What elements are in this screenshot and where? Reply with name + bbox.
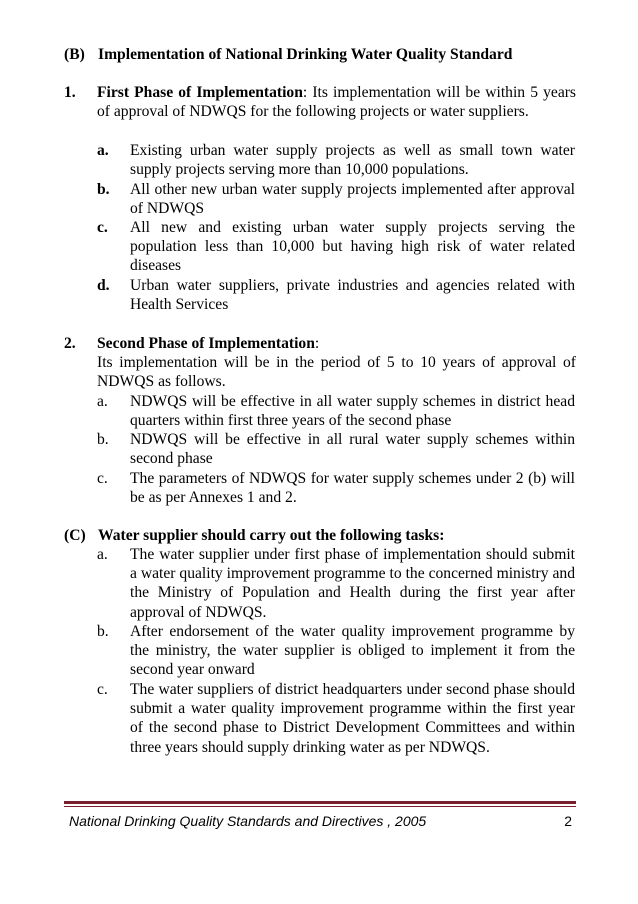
item-number: 1. [64, 84, 76, 101]
subitem-marker: b. [97, 431, 109, 448]
subitem-text: The parameters of NDWQS for water supply schemes under 2 (b) will be as per Annexes 1 and 2. [130, 470, 575, 507]
section-b-label: (B) [64, 46, 85, 63]
subitem-marker: a. [97, 546, 108, 563]
subitem-text: The water supplier under first phase of implementation should submit a water quality improvement programme to the concerned ministry and the Ministry of Population and Health during the first year after approval of NDWQS. [130, 546, 575, 621]
item-text: : Its implementation will be within 5 years of approval of NDWQS for the following projects or water suppliers. [97, 84, 576, 121]
subitem-marker: b. [97, 623, 109, 640]
subitem-marker: d. [97, 277, 110, 294]
subitem-text: The water suppliers of district headquarters under second phase should submit a water quality improvement programme within the first year of the second phase to District Development Committees and within three years should supply drinking water as per NDWQS. [130, 681, 575, 756]
item-number: 2. [64, 335, 76, 352]
subitem-text: NDWQS will be effective in all rural water supply schemes within second phase [130, 431, 575, 468]
item-text: : [314, 335, 320, 352]
subitem-text: After endorsement of the water quality improvement programme by the ministry, the water supplier is obliged to implement it from the second year onward [130, 623, 575, 679]
subitem-text: NDWQS will be effective in all water supply schemes in district head quarters within first three years of the second phase [130, 393, 575, 430]
footer-rule-thin [64, 806, 576, 807]
item-body [97, 83, 576, 121]
section-c-label: (C) [64, 527, 86, 544]
item-body [97, 334, 576, 353]
section-b-title: Implementation of National Drinking Water Quality Standard [98, 46, 513, 63]
subitem-text: All other new urban water supply projects implemented after approval of NDWQS [130, 181, 575, 218]
subitem-marker: a. [97, 142, 109, 159]
footer-rule [64, 801, 576, 804]
item-intro: Its implementation will be in the period of 5 to 10 years of approval of NDWQS as follows. [97, 354, 576, 391]
subitem-marker: c. [97, 219, 108, 236]
page-number: 2 [564, 813, 572, 829]
subitem-marker: b. [97, 181, 110, 198]
subitem-marker: c. [97, 681, 108, 698]
subitem-text: Existing urban water supply projects as well as small town water supply projects serving more than 10,000 populations. [130, 142, 575, 179]
subitem-text: Urban water suppliers, private industries and agencies related with Health Services [130, 277, 575, 314]
section-c-title: Water supplier should carry out the following tasks: [98, 527, 445, 544]
item-title: First Phase of Implementation [97, 84, 303, 101]
footer-title: National Drinking Quality Standards and Directives , 2005 [69, 813, 427, 829]
subitem-marker: c. [97, 470, 108, 487]
item-title: Second Phase of Implementation [97, 335, 315, 352]
subitem-text: All new and existing urban water supply projects serving the population less than 10,000 but having high risk of water related diseases [130, 219, 575, 275]
subitem-marker: a. [97, 393, 108, 410]
